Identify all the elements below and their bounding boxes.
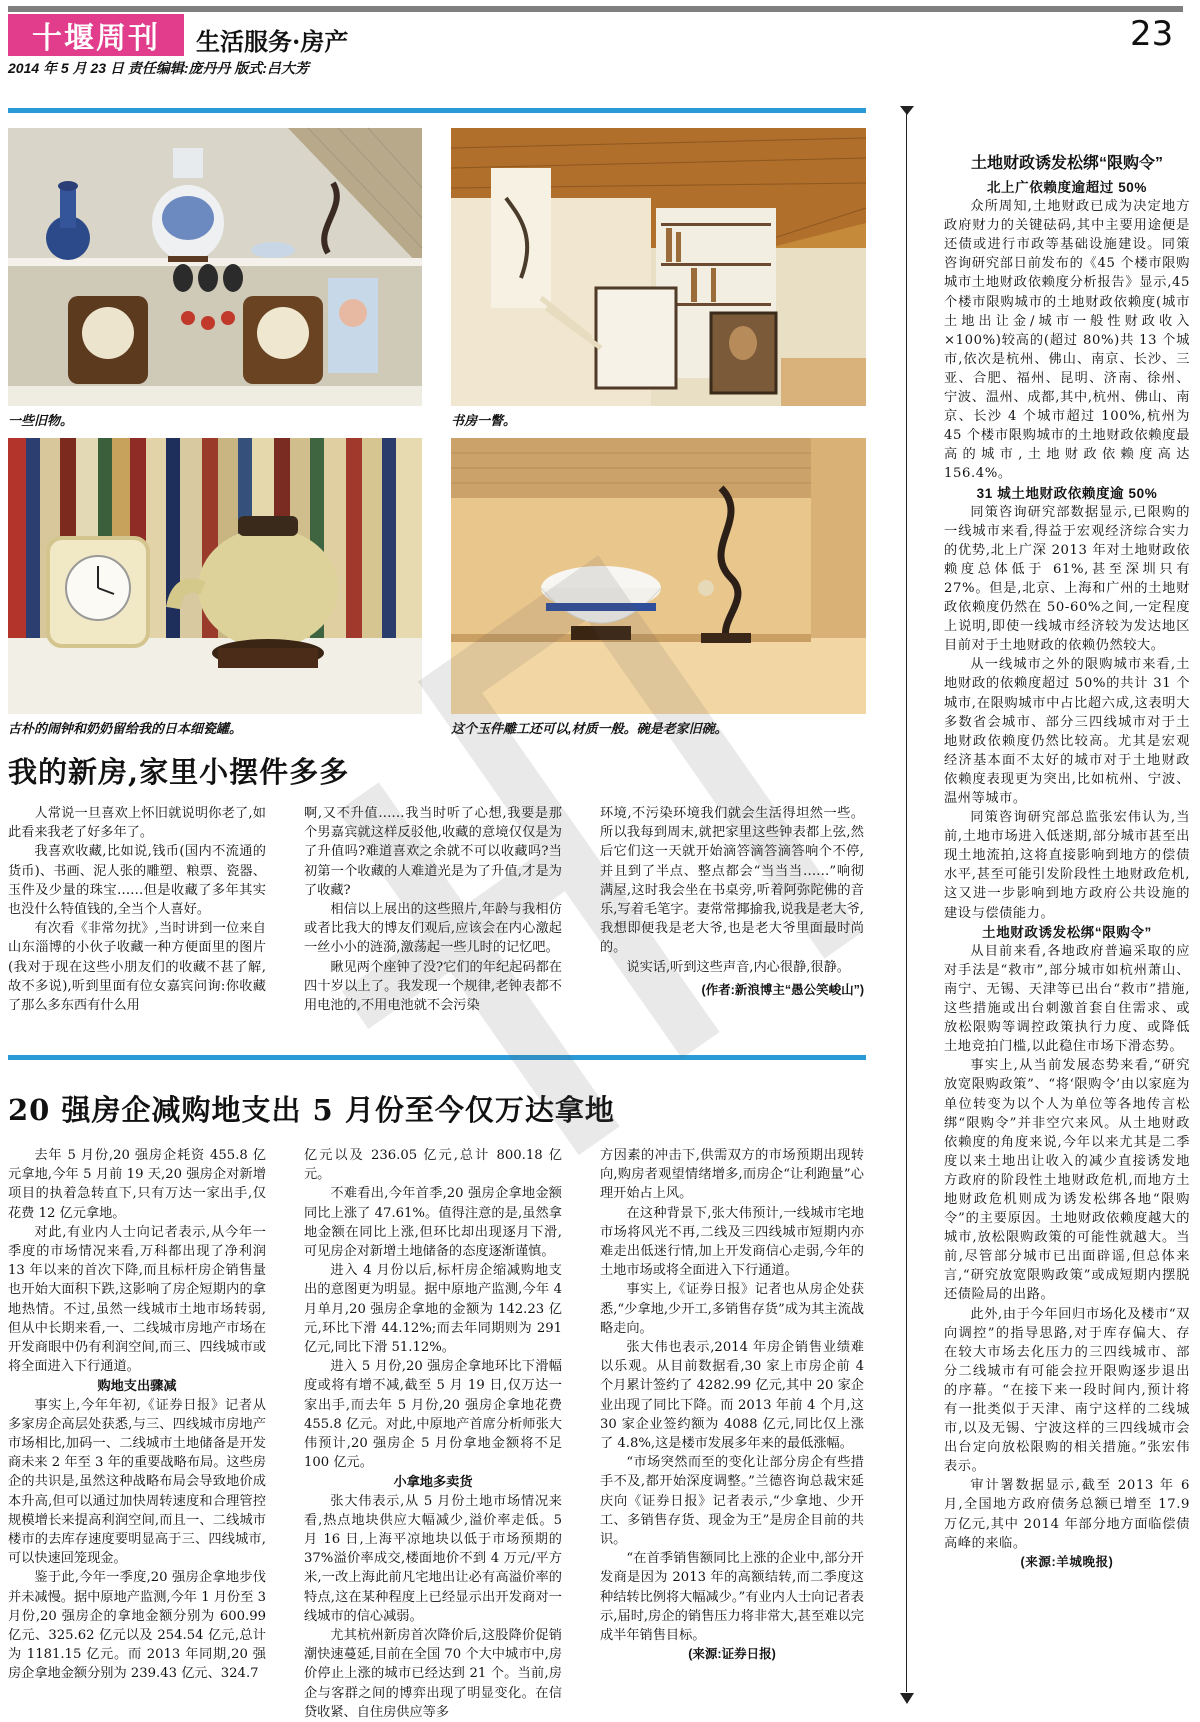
page-number: 23 <box>1130 14 1174 54</box>
article-subheading: 小拿地多卖货 <box>393 1474 473 1490</box>
column-divider <box>906 112 907 1692</box>
paragraph: 事实上,从当前发展态势来看,“研究放宽限购政策”、“将‘限购令’由以家庭为单位转变为以个人为单位等各地传言松绑“限购令”并非空穴来风。从土地财政依赖度的角度来说,今年以来尤其是二季度以来土地出让收入的减少直接诱发地方政府的阶段性土地财政危机,而地方土地财政危机则成为诱发松绑各地“限购令”的主要原因。土地财政依赖度越大的城市,放松限购政策的可能性就越大。当前,尽管部分城市已出面辟谣,但总体来言,“研究放宽限购政策”或成短期内摆脱还债险局的出路。 <box>944 1058 1190 1303</box>
sidebar-subheading: 31 城土地财政依赖度逾 50% <box>976 485 1158 501</box>
article-column <box>600 804 864 1044</box>
paragraph: 审计署数据显示,截至 2013 年 6 月,全国地方政府债务总额已增至 17.9 万亿元,其中 2014 年部分地方面临偿债高峰的来临。 <box>944 1478 1190 1551</box>
photo-caption: 书房一瞥。 <box>451 413 517 428</box>
paragraph: 事实上,《证券日报》记者也从房企处获悉,“少拿地,少开工,多销售存货”成为其主流战略走向。 <box>600 1282 864 1336</box>
paragraph: 人常说一旦喜欢上怀旧就说明你老了,如此看来我老了好多年了。 <box>8 806 266 841</box>
article-column <box>304 804 562 1044</box>
clock-teapot-photo <box>8 438 422 714</box>
antique-shelf-photo <box>8 128 422 406</box>
section-rule-middle <box>8 1055 866 1060</box>
paragraph: 尤其杭州新房首次降价后,这股降价促销潮快速蔓延,目前在全国 70 个大中城市中,房价停止上涨的城市已经达到 21 个。当前,房企与客群之间的博弈出现了明显变化。在信贷收紧、自住房供应等多 <box>304 1628 562 1720</box>
divider-arrow-up-icon <box>900 106 914 115</box>
paragraph: 去年 5 月份,20 强房企耗资 455.8 亿元拿地,今年 5 月前 19 天,20 强房企对新增项目的执着急转直下,只有万达一家出手,仅花费 12 亿元拿地。 <box>8 1148 266 1221</box>
sidebar-article <box>944 178 1190 1698</box>
photo-caption: 古朴的闹钟和奶奶留给我的日本细瓷罐。 <box>8 721 243 736</box>
article-headline: 20 强房企减购地支出 5 月份至今仅万达拿地 <box>8 1093 615 1127</box>
photo-caption: 一些旧物。 <box>8 413 74 428</box>
divider-arrow-down-icon <box>900 1693 914 1704</box>
paragraph: 对此,有业内人士向记者表示,从今年一季度的市场情况来看,万科都出现了净利润 13 年以来的首次下降,而且标杆房企销售量也开始大面积下跌,这影响了房企短期内的拿地热情。不过,虽然一线城市土地市场转弱,但从中长期来看,一、二线城市房地产市场在开发商眼中仍有利润空间,而三、四线城市或将全面进入下行通道。 <box>8 1224 266 1375</box>
paragraph: 此外,由于今年回归市场化及楼市“双向调控”的指导思路,对于库存偏大、存在较大市场去化压力的三四线城市、部分二线城市有可能会拉开限购逐步退出的序幕。“在接下来一段时间内,预计将有一批类似于天津、南宁这样的二线城市,以及无锡、宁波这样的三四线城市会出台定向放松限购的相关措施。”张宏伟表示。 <box>944 1306 1190 1475</box>
paragraph: 从目前来看,各地政府普遍采取的应对手法是“救市”,部分城市如杭州萧山、南宁、无锡、天津等已出台“救市”措施,这些措施或出台刺激首套自住需求、或放松限购等调控政策执行力度、或降低土地竞拍门槛,以此稳住市场下滑态势。 <box>944 943 1190 1055</box>
paragraph: “在首季销售额同比上涨的企业中,部分开发商是因为 2013 年的高额结转,而二季度这种结转比例将大幅减少。”有业内人士向记者表示,届时,房企的销售压力将非常大,甚至难以完成半年销售目标。 <box>600 1551 864 1644</box>
paragraph: 同策咨询研究部总监张宏伟认为,当前,土地市场进入低迷期,部分城市甚至出现土地流拍,这将直接影响到地方的偿债水平,甚至可能引发阶段性土地财政危机,这又进一步影响到地方政府公共设施的建设与偿债能力。 <box>944 810 1190 921</box>
paragraph: 从一线城市之外的限购城市来看,土地财政的依赖度超过 50%的共计 31 个城市,在限购城市中占比超六成,这表明大多数省会城市、部分三四线城市对于土地财政依赖度仍然比较高。尤其是宏观经济基本面不太好的城市对于土地财政依赖度表现更为突出,比如杭州、宁波、温州等城市。 <box>944 657 1190 806</box>
paragraph: 相信以上展出的这些照片,年龄与我相仿或者比我大的博友们观后,应该会在内心激起一丝小小的涟漪,激荡起一些儿时的记忆吧。 <box>304 902 562 956</box>
paragraph: 不难看出,今年首季,20 强房企拿地金额同比上涨了 47.61%。值得注意的是,虽然拿地金额在同比上涨,但环比却出现逐月下滑,可见房企对新增土地储备的态度逐渐谨慎。 <box>304 1186 562 1260</box>
paragraph: 鉴于此,今年一季度,20 强房企拿地步伐并未减慢。据中原地产监测,今年 1 月份至 3 月份,20 强房企的拿地金额分别为 600.99 亿元、325.62 亿元以及 254.54 亿元,总计为 1181.15 亿元。而 2013 年同期,20 强房企拿地金额分别为 239.43 亿元、324.7 <box>8 1570 266 1682</box>
photo-caption: 这个玉件雕工还可以,材质一般。碗是老家旧碗。 <box>451 721 728 736</box>
article-credit: (来源:证券日报) <box>688 1647 776 1662</box>
sidebar-subheading: 土地财政诱发松绑“限购令” <box>982 924 1152 940</box>
paragraph: 进入 5 月份,20 强房企拿地环比下滑幅度或将有增不减,截至 5 月 19 日,仅万达一家出手,而去年 5 月份,20 强房企拿地花费 455.8 亿元。对此,中原地产首席分析师张大伟预计,20 强房企 5 月份拿地金额将不足 100 亿元。 <box>304 1359 562 1471</box>
article-subheading: 购地支出骤减 <box>97 1378 177 1394</box>
paragraph: 同策咨询研究部数据显示,已限购的一线城市来看,得益于宏观经济综合实力的优势,北上广深 2013 年对土地财政依赖度总体低于 61%,甚至深圳只有 27%。但是,北京、上海和广州的土地财政依赖度仍然在 50-60%之间,一定程度上说明,即使一线城市经济较为发达地区目前对于土地财政的依赖仍然较大。 <box>944 504 1190 654</box>
section-title: 生活服务·房产 <box>196 27 349 56</box>
dateline: 2014 年 5 月 23 日 责任编辑:庞丹丹 版式:吕大芳 <box>8 60 310 76</box>
sidebar-subheading: 北上广依赖度逾超过 50% <box>986 180 1148 195</box>
paragraph: “市场突然而至的变化让部分房企有些措手不及,都开始深度调整。”兰德咨询总裁宋延庆向《证券日报》记者表示,“少拿地、少开工、多销售存货、现金为王”是房企目前的共识。 <box>600 1455 864 1548</box>
article-column <box>600 1146 864 1702</box>
paragraph: 张大伟也表示,2014 年房企销售业绩难以乐观。从目前数据看,30 家上市房企前 4 个月累计签约了 4282.99 亿元,其中 20 家企业出现了同比下降。而 2013 年前 4 个月,这 30 家企业签约额为 4088 亿元,同比仅上涨了 4.8%,这是楼市发展多年来的最低涨幅。 <box>600 1340 864 1452</box>
jade-bowl-photo <box>451 438 866 714</box>
section-rule-top <box>8 108 866 113</box>
sidebar-title: 土地财政诱发松绑“限购令” <box>970 155 1163 172</box>
paragraph: 进入 4 月份以后,标杆房企缩减购地支出的意图更为明显。据中原地产监测,今年 4 月单月,20 强房企拿地的金额为 142.23 亿元,环比下滑 44.12%;而去年同期则为 291 亿元,同比下滑 51.12%。 <box>304 1263 562 1356</box>
paragraph: 事实上,今年年初,《证券日报》记者从多家房企高层处获悉,与三、四线城市房地产市场相比,加码一、二线城市土地储备是开发商未来 2 年至 3 年的重要战略布局。这些房企的共识是,虽然这种战略布局会导致地价成本升高,但可以通过加快周转速度和合理管控规模增长来提高利润空间,而且一、二线城市楼市的去库存速度要明显高于三、四线城市,可以快速回笼现金。 <box>8 1397 266 1567</box>
paragraph: 瞅见两个座钟了没?它们的年纪起码都在四十岁以上了。我发现一个规律,老钟表都不用电池的,不用电池就不会污染 <box>304 959 562 1014</box>
article-credit: (作者:新浪博主“愚公笑峻山”) <box>701 982 864 997</box>
newspaper-logo: 十堰周刊 <box>8 14 184 56</box>
study-room-photo <box>451 128 866 406</box>
sidebar-credit: (来源:羊城晚报) <box>1020 1554 1114 1569</box>
paragraph: 啊,又不升值……我当时听了心想,我要是那个男嘉宾就这样反驳他,收藏的意境仅仅是为了升值吗?难道喜欢之余就不可以收藏吗?当初第一个收藏的人难道光是为了升值,才是为了收藏? <box>304 806 562 898</box>
paragraph: 环境,不污染环境我们就会生活得坦然一些。所以我每到周末,就把家里这些钟表都上弦,然后它们这一天就开始滴答滴答滴答响个不停,并且到了半点、整点都会“当当当……”响彻满屋,这时我会坐在书桌旁,听着阿弥陀佛的音乐,写着毛笔字。妻常常揶揄我,说我是老大爷,我想即便我是老大爷,也是老大爷里面最时尚的。 <box>600 806 864 956</box>
paragraph: 在这种背景下,张大伟预计,一线城市宅地市场将风光不再,二线及三四线城市短期内亦难走出低迷行情,加上开发商信心走弱,今年的土地市场或将全面进入下行通道。 <box>600 1205 864 1279</box>
paragraph: 我喜欢收藏,比如说,钱币(国内不流通的货币)、书画、泥人张的雕塑、粮票、瓷器、玉件及少量的珠宝……但是收藏了多年其实也没什么特值钱的,全当个人喜好。 <box>8 844 266 918</box>
paragraph: 有次看《非常勿扰》,当时讲到一位来自山东淄博的小伙子收藏一种方便面里的图片(我对于现在这些小朋友们的收藏不甚了解,故不多说),听到里面有位女嘉宾问询:你收藏了那么多东西有什么用 <box>8 921 266 1014</box>
paragraph: 众所周知,土地财政已成为决定地方政府财力的关键砝码,其中主要用途便是还债或进行市政等基础设施建设。同策咨询研究部日前发布的《45 个楼市限购城市土地财政依赖度分析报告》显示,45 个楼市限购城市的土地财政依赖度(城市土地出让金/城市一般性财政收入×100%)较高的(超过 80%)共 13 个城市,依次是杭州、佛山、南京、长沙、三亚、合肥、福州、昆明、济南、徐州、宁波、温州、成都,其中,杭州、佛山、南京、长沙 4 个城市超过 100%,杭州为 45 个楼市限购城市的土地财政依赖度最高的城市,土地财政依赖度高达 156.4%。 <box>944 199 1190 482</box>
masthead-rule <box>8 6 1183 12</box>
article-column <box>8 804 266 1044</box>
paragraph: 亿元以及 236.05 亿元,总计 800.18 亿元。 <box>304 1148 562 1183</box>
paragraph: 说实话,听到这些声音,内心很静,很静。 <box>626 959 850 975</box>
article-column <box>8 1146 266 1702</box>
paragraph: 方因素的冲击下,供需双方的市场预期出现转向,购房者观望情绪增多,而房企“让利跑量”心理开始占上风。 <box>600 1148 864 1202</box>
article-column <box>304 1146 562 1720</box>
article-headline: 我的新房,家里小摆件多多 <box>8 755 350 789</box>
paragraph: 张大伟表示,从 5 月份土地市场情况来看,热点地块供应大幅减少,溢价率走低。5 月 16 日,上海平凉地块以低于市场预期的 37%溢价率成交,楼面地价不到 4 万元/平方米,一改上海此前凡宅地出让必有高溢价率的特点,这在某种程度上已经显示出开发商对一线城市的信心减弱。 <box>304 1493 562 1624</box>
